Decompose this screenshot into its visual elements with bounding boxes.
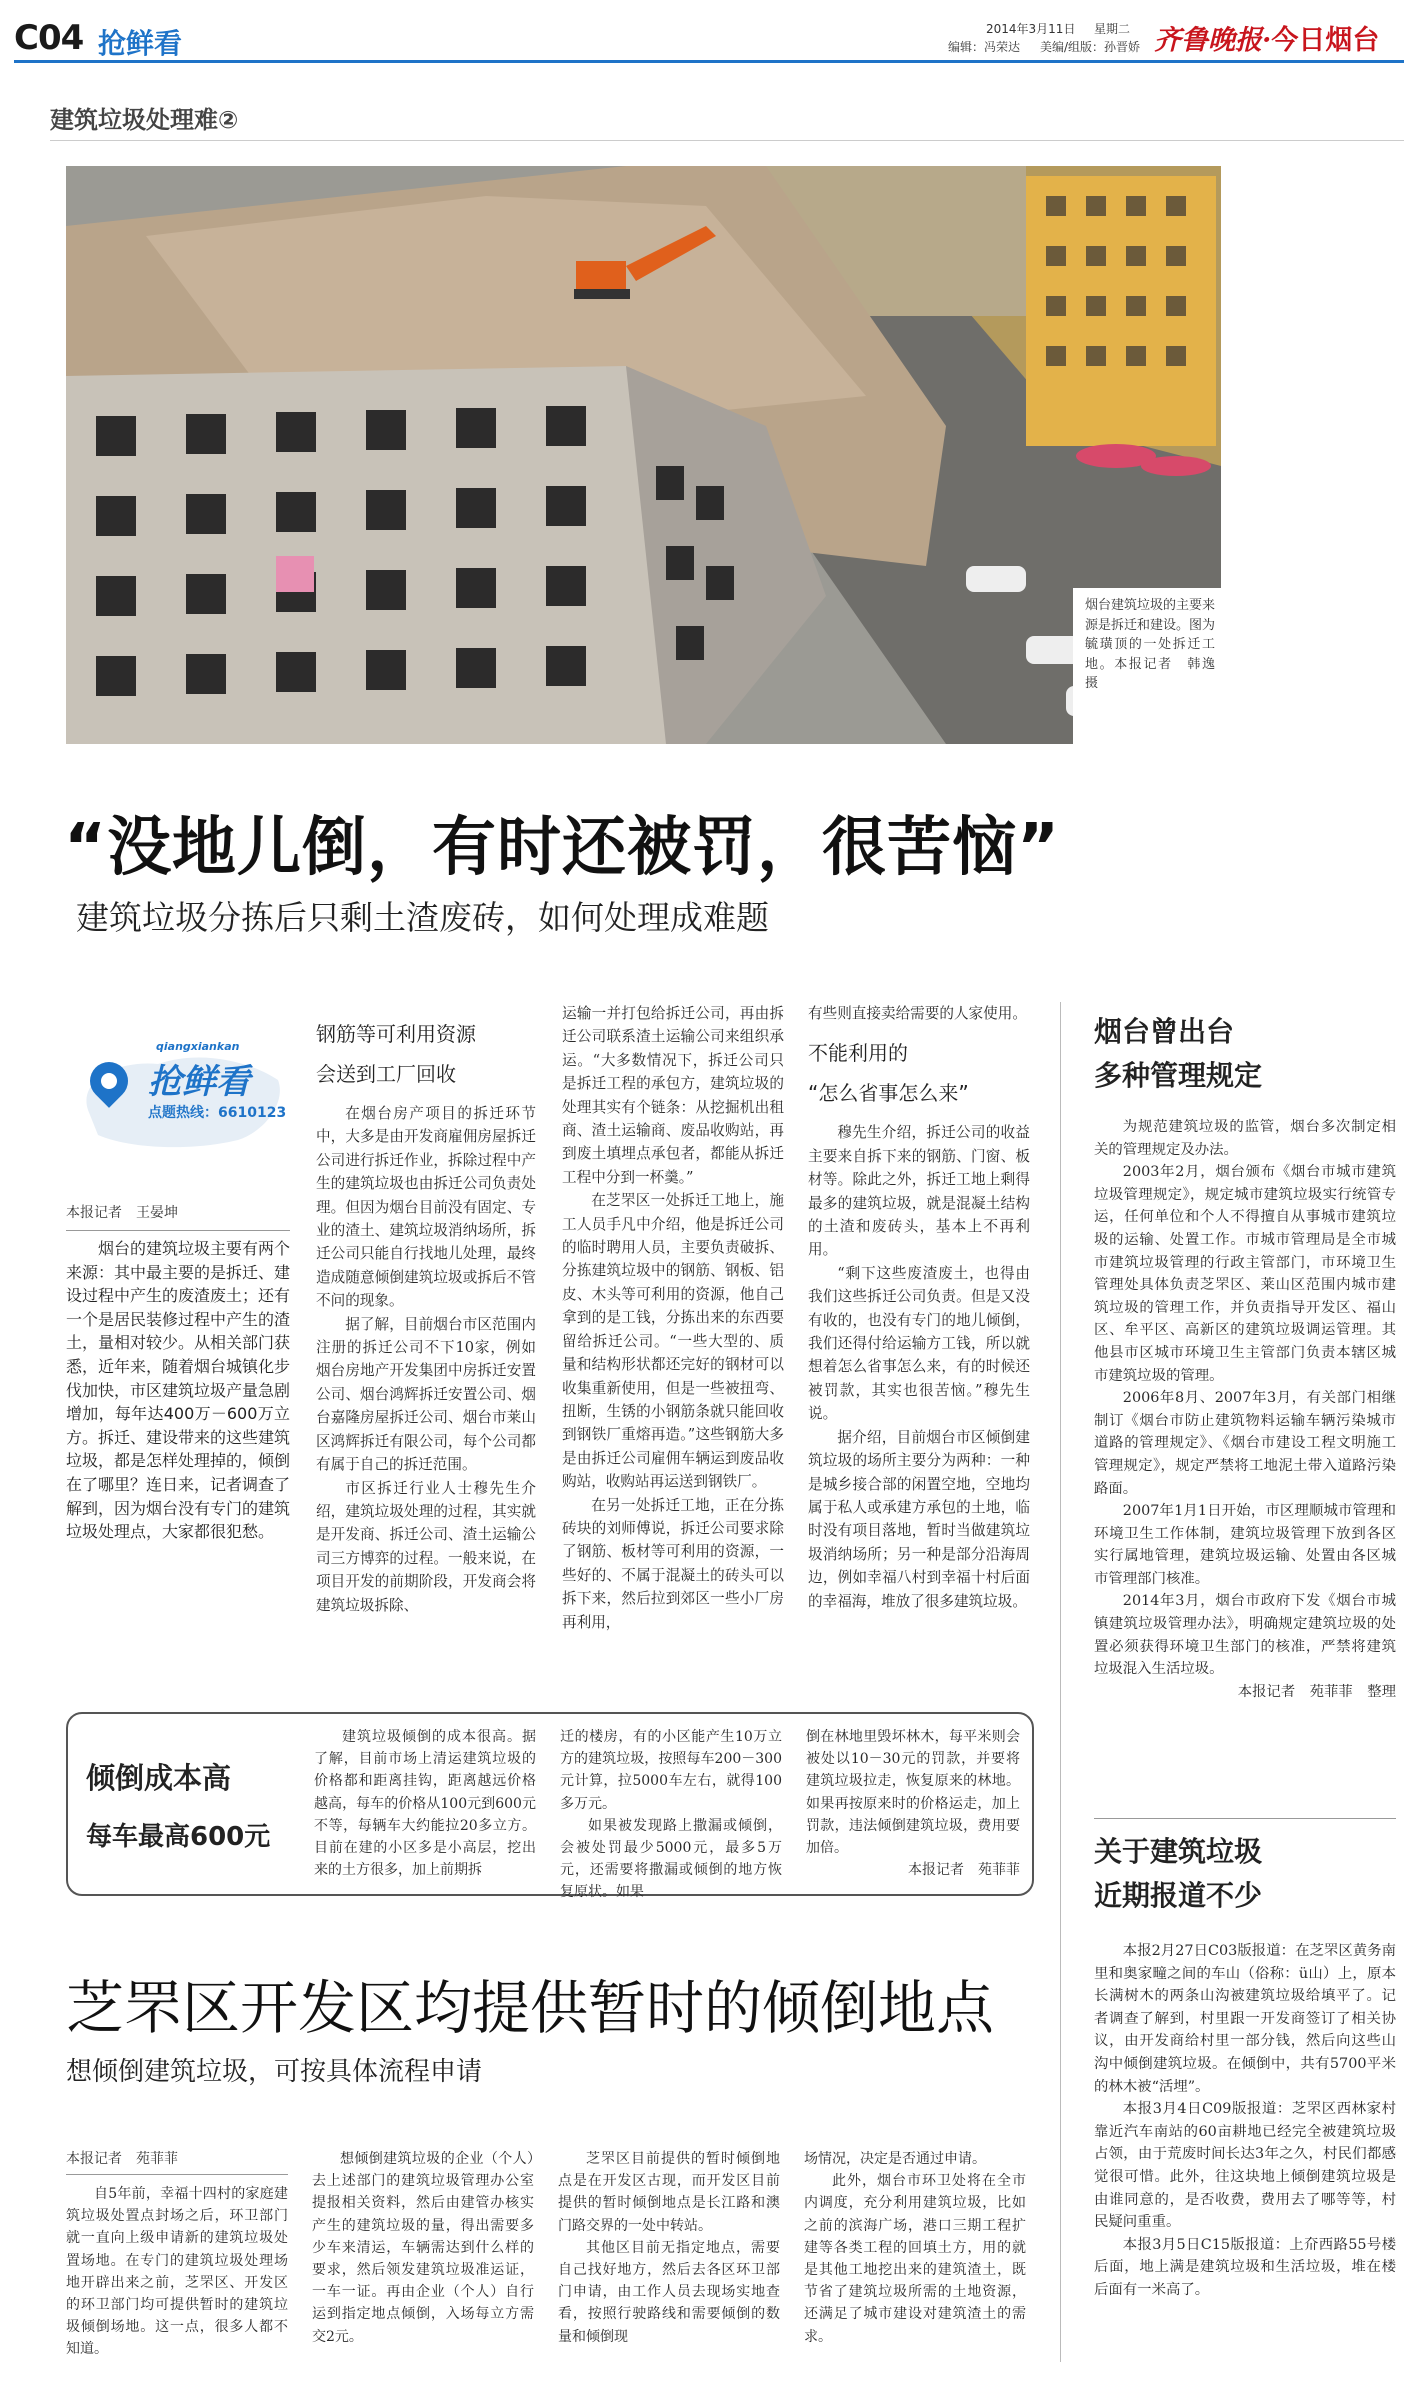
- sidebar1-p5: 2014年3月，烟台市政府下发《烟台市城镇建筑垃圾管理办法》，明确规定建筑垃圾的处置必须获得环境卫生部门的核准，严禁将建筑垃圾混入生活垃圾。: [1094, 1593, 1396, 1678]
- article1-p8: 穆先生介绍，拆迁公司的收益主要来自拆下来的钢筋、门窗、板材等。除此之外，拆迁工地上剩得最多的建筑垃圾，就是混凝土结构的土渣和废砖头，基本上不再利用。: [808, 1124, 1030, 1259]
- logo-dot: ·: [1262, 25, 1272, 56]
- article2-title: 芝罘区开发区均提供暂时的倾倒地点: [66, 1974, 995, 2042]
- badge-pinyin: qiangxiankan: [156, 1040, 240, 1053]
- article2-reporter: 本报记者 苑菲菲: [66, 2151, 178, 2167]
- demolition-scene: [66, 166, 1221, 744]
- sidebar1-body: [1094, 1116, 1396, 1703]
- main-subtitle: 建筑垃圾分拣后只剩土渣废砖，如何处理成难题: [76, 898, 769, 937]
- article1-col2: [316, 1014, 536, 1617]
- header-editor: 编辑：冯荣达: [948, 40, 1021, 54]
- subhead-2-line2: “怎么省事怎么来”: [808, 1081, 969, 1106]
- sidebar1-p2: 2003年2月，烟台颁布《烟台市城市建筑垃圾管理规定》，规定城市建筑垃圾实行统管专运，任何单位和个人不得擅自从事城市建筑垃圾的运输、处置工作。市城市管理局是全市城市建筑垃圾管理的行政主管部门，市环境卫生管理处具体负责芝罘区、莱山区范围内城市建筑垃圾的管理工作，并负责指导开发区、福山区、牟平区、高新区的建筑垃圾调运管理。其他县市区城市环境卫生主管部门负责本辖区城市建筑垃圾的管理。: [1094, 1164, 1396, 1384]
- sidebar2-title-line2: 近期报道不少: [1094, 1879, 1263, 1912]
- page-number: C04: [14, 18, 84, 58]
- sidebar1-p4: 2007年1月1日开始，市区理顺城市管理和环境卫生工作体制，建筑垃圾管理下放到各区实行属地管理，建筑垃圾运输、处置由各区城市管理部门核准。: [1094, 1503, 1396, 1587]
- cost-box-col3: [806, 1726, 1020, 1881]
- article1-p6: 在另一处拆迁工地，正在分拣砖块的刘师傅说，拆迁公司要求除了钢筋、板材等可利用的资源，一些好的、不属于混凝土的砖头可以拆下来，然后拉到郊区一些小厂房再利用，: [562, 1496, 784, 1631]
- article2-c4b: 此外，烟台市环卫处将在全市内调度，充分利用建筑垃圾，比如之前的滨海广场，港口三期工程扩建等各类工程的回填土方，用的就是其他工地挖出来的建筑渣土，既节省了建筑垃圾所需的土地资源，还满足了城市建设对建筑渣土的需求。: [804, 2173, 1026, 2345]
- newspaper-logo: [1154, 18, 1379, 57]
- subhead-1-line2: 会送到工厂回收: [316, 1062, 456, 1086]
- hotline-badge: [68, 1040, 292, 1160]
- article1-reporter: 本报记者 王晏坤: [66, 1205, 178, 1221]
- badge-hotline: 点题热线：6610123: [148, 1105, 287, 1121]
- article1-col3: [562, 1002, 784, 1634]
- sidebar2-p1: 本报2月27日C03版报道：在芝罘区黄务南里和奥家疃之间的车山（俗称：ü山）上，原本长满树木的两条山沟被建筑垃圾给填平了。记者调查了解到，村里跟一开发商签订了相关协议，由开发商给村里一部分钱，然后向这些山沟中倾倒建筑垃圾。在倾倒中，共有5700平米的林木被“活埋”。: [1094, 1943, 1396, 2095]
- article2-col4: [804, 2148, 1026, 2348]
- header-designer: 美编/组版：孙晋娇: [1040, 40, 1141, 54]
- sidebar1-title-line2: 多种管理规定: [1094, 1059, 1263, 1092]
- article2-c3b: 其他区目前无指定地点，需要自己找好地方，然后去各区环卫部门申请，由工作人员去现场实地查看，按照行驶路线和需要倾倒的数量和倾倒现: [558, 2239, 780, 2345]
- article1-p4: 运输一并打包给拆迁公司，再由拆迁公司联系渣土运输公司来组织承运。“大多数情况下，拆迁公司只是拆迁工程的承包方，建筑垃圾的处理其实有个链条：从挖掘机出租商、渣土运输商、废品收购站，再到废土填埋点承包者，都能从拆迁工程中分到一杯羹。”: [562, 1005, 784, 1186]
- cost-box-credit: 本报记者 苑菲菲: [908, 1862, 1020, 1879]
- article1-lead: 烟台的建筑垃圾主要有两个来源：其中最主要的是拆迁、建设过程中产生的废渣废土；还有一个是居民装修过程中产生的渣土，量相对较少。从相关部门获悉，近年来，随着烟台城镇化步伐加快，市区建筑垃圾产量急剧增加，每年达400万－600万立方。拆迁、建设带来的这些建筑垃圾，都是怎样处理掉的，倾倒在了哪里？连日来，记者调查了解到，因为烟台没有专门的建筑垃圾处理点，大家都很犯愁。: [66, 1239, 291, 1542]
- cost-box-title-line1: 倾倒成本高: [86, 1761, 232, 1795]
- badge-name: 抢鲜看: [148, 1062, 250, 1102]
- article2-col2: [312, 2148, 534, 2348]
- cost-box-col1: [314, 1726, 536, 1881]
- edition-name: 今日烟台: [1271, 25, 1380, 56]
- sidebar2-body: [1094, 1940, 1396, 2302]
- header-rule: [14, 60, 1404, 63]
- article1-col1: [66, 1202, 290, 1544]
- cost-box: [66, 1712, 1034, 1901]
- sidebar1-credit: 本报记者 苑菲菲 整理: [1237, 1683, 1396, 1700]
- header-date: 2014年3月11日: [986, 22, 1076, 36]
- cost-box-col2: [560, 1726, 782, 1904]
- sidebar1-title-line1: 烟台曾出台: [1094, 1015, 1235, 1048]
- sidebar2: [1094, 1830, 1396, 2302]
- sidebar1-p3: 2006年8月、2007年3月，有关部门相继制订《烟台市防止建筑物料运输车辆污染城市道路的管理规定》、《烟台市建设工程文明施工管理规定》，规定严禁将工地泥土带入道路污染路面。: [1094, 1390, 1396, 1497]
- article1-p1: 在烟台房产项目的拆迁环节中，大多是由开发商雇佣房屋拆迁公司进行拆迁作业，拆除过程中产生的建筑垃圾也由拆迁公司负责处理。但因为烟台目前没有固定、专业的渣土、建筑垃圾消纳场所，拆迁公司只能自行找地儿处理，最终造成随意倾倒建筑垃圾或拆后不管不问的现象。: [316, 1105, 536, 1310]
- article2-c1: 自5年前，幸福十四村的家庭建筑垃圾处置点封场之后，环卫部门就一直向上级申请新的建筑垃圾处置场地。在专门的建筑垃圾处理场地开辟出来之前，芝罘区、开发区的环卫部门均可提供暂时的建筑垃圾倾倒场地。这一点，很多人都不知道。: [66, 2186, 288, 2358]
- cost-box-c1: 建筑垃圾倾倒的成本很高。据了解，目前市场上清运建筑垃圾的价格都和距离挂钩，距离越远价格越高，每车的价格从100元到600元不等，每辆车大约能拉20多立方。目前在建的小区多是小高层，挖出来的土方很多，加上前期拆: [314, 1729, 536, 1879]
- article2-col3: [558, 2148, 780, 2348]
- article2-c2: 想倾倒建筑垃圾的企业（个人）去上述部门的建筑垃圾管理办公室提报相关资料，然后由建管办核实产生的建筑垃圾的量，得出需要多少车来清运，车辆需达到什么样的要求，然后领发建筑垃圾准运证，一车一证。再由企业（个人）自行运到指定地点倾倒，入场每立方需交2元。: [312, 2151, 534, 2345]
- lead-photo: [66, 166, 1229, 744]
- header-weekday: 星期二: [1094, 22, 1131, 36]
- sidebar2-title-line1: 关于建筑垃圾: [1094, 1835, 1263, 1868]
- subhead-1-line1: 钢筋等可利用资源: [316, 1022, 476, 1046]
- article2-col1: [66, 2148, 288, 2361]
- photo-caption: 烟台建筑垃圾的主要来源是拆迁和建设。图为毓璜顶的一处拆迁工地。本报记者 韩逸 摄: [1073, 588, 1221, 744]
- article2-subtitle: 想倾倒建筑垃圾，可按具体流程申请: [66, 2057, 483, 2087]
- article1-p10: 据介绍，目前烟台市区倾倒建筑垃圾的场所主要分为两种：一种是城乡接合部的闲置空地，空地均属于私人或承建方承包的土地，临时没有项目落地，暂时当做建筑垃圾消纳场所；另一种是部分沿海周边，例如幸福八村到幸福十村后面的幸福海，堆放了很多建筑垃圾。: [808, 1428, 1030, 1610]
- subhead-2-line1: 不能利用的: [808, 1041, 908, 1066]
- main-title: “没地儿倒，有时还被罚，很苦恼”: [64, 811, 1061, 885]
- cost-box-c2b: 如果被发现路上撒漏或倾倒，会被处罚最少5000元，最多5万元，还需要将撒漏或倾倒的地方恢复原状。如果: [560, 1817, 782, 1901]
- section-name: 抢鲜看: [98, 27, 183, 60]
- article1-p7: 有些则直接卖给需要的人家使用。: [808, 1005, 1027, 1022]
- page-header: [0, 0, 1417, 60]
- sidebar2-p3: 本报3月5日C15版报道：上夼西路55号楼后面，地上满是建筑垃圾和生活垃圾，堆在楼后面有一米高了。: [1094, 2236, 1396, 2298]
- sidebar1: [1094, 1002, 1396, 1703]
- article1-p3: 市区拆迁行业人士穆先生介绍，建筑垃圾处理的过程，其实就是开发商、拆迁公司、渣土运输公司三方博弈的过程。一般来说，在项目开发的前期阶段，开发商会将建筑垃圾拆除、: [316, 1479, 536, 1614]
- cost-box-title-line2: 每车最高600元: [86, 1822, 271, 1852]
- sidebar2-p2: 本报3月4日C09版报道：芝罘区西林家村靠近汽车南站的60亩耕地已经完全被建筑垃圾占领，由于荒废时间长达3年之久，村民们都感觉很可惜。此外，往这块地上倾倒建筑垃圾是由谁同意的，是否收费，费用去了哪等等，村民疑问重重。: [1094, 2101, 1396, 2231]
- article1-p5: 在芝罘区一处拆迁工地上，施工人员手凡中介绍，他是拆迁公司的临时聘用人员，主要负责破拆、分拣建筑垃圾中的钢筋、钢板、铝皮、木头等可利用的资源，他自己拿到的是工钱，分拣出来的东西要留给拆迁公司。“一些大型的、质量和结构形状都还完好的钢材可以收集重新使用，但是一些被扭弯、扭断，生锈的小钢筋条就只能回收到钢铁厂重熔再造。”这些钢筋大多是由拆迁公司雇佣车辆运到废品收购站，收购站再运送到钢铁厂。: [562, 1192, 784, 1491]
- article1-col4: [808, 1002, 1030, 1613]
- series-rule: [50, 140, 1404, 141]
- article2-c3: 芝罘区目前提供的暂时倾倒地点是在开发区古现，而开发区目前提供的暂时倾倒地点是长江路和澳门路交界的一处中转站。: [558, 2151, 780, 2234]
- sidebar-divider: [1060, 1002, 1061, 2362]
- sidebar2-top-rule: [1094, 1818, 1396, 1819]
- article2-c4: 场情况，决定是否通过申请。: [804, 2151, 986, 2167]
- sidebar1-p1: 为规范建筑垃圾的监管，烟台多次制定相关的管理规定及办法。: [1094, 1119, 1396, 1158]
- article1-p9: “剩下这些废渣废土，也得由我们这些拆迁公司负责。但是又没有收的，也没有专门的地儿倾倒，我们还得付给运输方工钱，所以就想着怎么省事怎么来，有的时候还被罚款，其实也很苦恼。”穆先生说。: [808, 1264, 1030, 1423]
- cost-box-c3: 倒在林地里毁坏林木，每平米则会被处以10－30元的罚款，并要将建筑垃圾拉走，恢复原来的林地。如果再按原来时的价格运走，加上罚款，违法倾倒建筑垃圾，费用要加倍。: [806, 1729, 1020, 1857]
- paper-name: 齐鲁晚报: [1154, 25, 1262, 56]
- article1-p2: 据了解，目前烟台市区范围内注册的拆迁公司不下10家，例如烟台房地产开发集团中房拆迁安置公司、烟台鸿辉拆迁安置公司、烟台嘉隆房屋拆迁公司、烟台市莱山区鸿辉拆迁有限公司，每个公司都有属于自己的拆迁范围。: [316, 1315, 536, 1474]
- series-label: 建筑垃圾处理难②: [50, 106, 239, 134]
- cost-box-c2: 迁的楼房，有的小区能产生10万立方的建筑垃圾，按照每车200－300元计算，拉5000车左右，就得100多万元。: [560, 1729, 782, 1812]
